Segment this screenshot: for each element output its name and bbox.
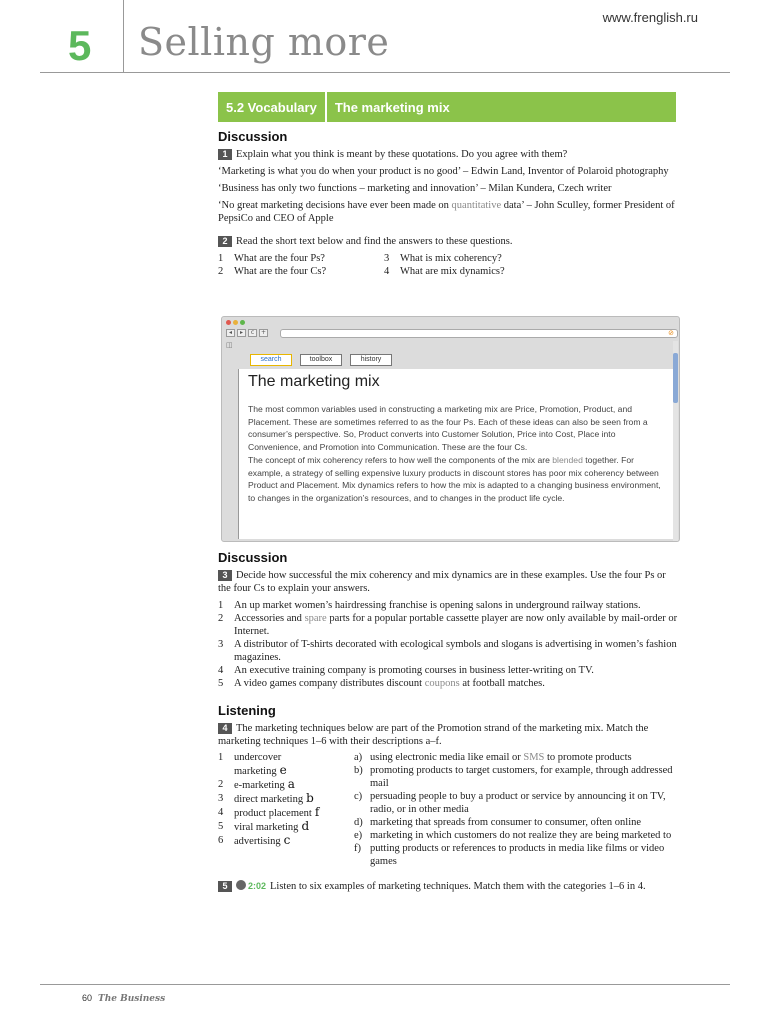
question-item: 3 What is mix coherency? (384, 253, 502, 264)
description-item: d) marketing that spreads from consumer to consumer, often online (354, 817, 642, 828)
list-item: 1 An up market women’s hairdressing franchise is opening salons in underground railway stations. (218, 600, 641, 611)
example-list (218, 599, 678, 690)
site-url: www.frenglish.ru (602, 10, 698, 25)
handwritten-answer: e (279, 763, 287, 777)
listening-heading: Listening (218, 703, 276, 718)
article-paragraph-2: The concept of mix coherency refers to how well the components of the mix are blended together. For example, a strategy of selling expensive luxury products in discount stores has poor mix coherency between Product and Placement. Mix dynamics refers to how the mix is adapted to a changing business environment, to changes in the organization’s resources, and to changes in the product life cycle. (248, 454, 661, 503)
add-tab-icon[interactable]: + (260, 329, 267, 336)
address-bar[interactable] (280, 329, 678, 338)
handwritten-answer: b (306, 791, 314, 805)
techniques-column (218, 751, 354, 868)
list-item: 5 A video games company distributes discount coupons at football matches. (218, 678, 545, 689)
list-item: 4 An executive training company is promoting courses in business letter-writing on TV. (218, 665, 594, 676)
audio-track[interactable]: 2:02 (248, 881, 267, 891)
exercise-2-badge: 2 (218, 236, 232, 247)
exercise-4-instruction: 4 The marketing techniques below are part of the Promotion strand of the marketing mix. Match the marketing techniques 1–6 with their descriptions a–f. (218, 723, 649, 747)
section-banner (218, 92, 676, 122)
minimize-icon[interactable] (233, 320, 238, 325)
glossary-term[interactable]: quantitative (451, 200, 502, 211)
technique-item: 5 viral marketing d (218, 819, 310, 833)
technique-item: 2 e-marketing a (218, 777, 295, 791)
section-tag: 5.2 Vocabulary (226, 99, 317, 115)
tab-history[interactable]: history (350, 354, 392, 366)
question-item: 4 What are mix dynamics? (384, 266, 505, 277)
forward-icon[interactable]: ▸ (237, 329, 246, 337)
exercise-2-instruction: 2 Read the short text below and find the answers to these questions. (218, 235, 678, 248)
glossary-term[interactable]: coupons (424, 678, 460, 689)
discussion-heading-2: Discussion (218, 550, 288, 565)
lower-content (218, 551, 678, 897)
description-item: c) persuading people to buy a product or service by announcing it on TV, radio, or in other media (354, 791, 666, 815)
browser-nav (226, 329, 268, 337)
exercise-5-badge: 5 (218, 881, 232, 892)
glossary-term[interactable]: blended (552, 454, 583, 465)
handwritten-answer: f (314, 805, 320, 819)
close-icon[interactable] (226, 320, 231, 325)
technique-item: 1 undercover marketing e (218, 752, 287, 777)
maximize-icon[interactable] (240, 320, 245, 325)
description-item: b) promoting products to target customers, for example, through addressed mail (354, 765, 673, 789)
technique-item: 4 product placement f (218, 805, 320, 819)
chapter-title: Selling more (138, 20, 390, 64)
exercise-3-badge: 3 (218, 570, 232, 581)
question-item: 2 What are the four Cs? (218, 266, 327, 277)
exercise-5-instruction: 5 2:02 Listen to six examples of marketing techniques. Match them with the categories 1–6 in 4. (218, 880, 678, 893)
tab-toolbox[interactable]: toolbox (300, 354, 342, 366)
stop-icon[interactable]: ⊘ (668, 329, 674, 337)
description-item: f) putting products or references to products in media like films or video games (354, 843, 665, 867)
glossary-term[interactable]: spare (304, 613, 327, 624)
upper-content (218, 130, 678, 278)
list-item: 3 A distributor of T-shirts decorated with ecological symbols and slogans is advertising in women’s fashion magazines. (218, 639, 677, 663)
bookmarks-icon[interactable]: ◫ (226, 341, 233, 349)
technique-item: 3 direct marketing b (218, 791, 314, 805)
descriptions-column (354, 751, 678, 868)
description-item: e) marketing in which customers do not realize they are being marketed to (354, 830, 672, 841)
article-paragraph-1: The most common variables used in constructing a marketing mix are Price, Promotion, Product, and Placement. These are sometimes referred to as the four Ps. Each of these ideas can also be seen from a consumer’s perspective. So, Product converts into Customer Solution, Price into Cost, Place into Convenience, and Promotion into Communication. These are the four Cs. (248, 404, 648, 453)
glossary-term[interactable]: SMS (523, 752, 545, 763)
scroll-thumb[interactable] (673, 353, 678, 403)
book-brand: The Business (98, 994, 166, 1004)
back-icon[interactable]: ◂ (226, 329, 235, 337)
scrollbar[interactable] (673, 341, 678, 541)
matching-exercise (218, 751, 678, 868)
footer (82, 993, 165, 1004)
browser-tabs (250, 354, 392, 366)
chapter-divider (123, 0, 124, 72)
tab-search[interactable]: search (250, 354, 292, 366)
header-rule (40, 72, 730, 73)
handwritten-answer: a (287, 777, 295, 791)
exercise-4-badge: 4 (218, 723, 232, 734)
audio-cd-icon[interactable] (236, 880, 246, 890)
article-title: The marketing mix (248, 373, 380, 390)
browser-window (221, 316, 680, 542)
window-controls (226, 320, 245, 325)
footer-rule (40, 984, 730, 985)
technique-item: 6 advertising c (218, 833, 291, 847)
quote-2: ‘Business has only two functions – marketing and innovation’ – Milan Kundera, Czech writer (218, 183, 612, 194)
question-item: 1 What are the four Ps? (218, 253, 325, 264)
browser-page (238, 369, 674, 539)
exercise-1-instruction: 1 Explain what you think is meant by these quotations. Do you agree with them? (218, 148, 678, 161)
discussion-heading-1: Discussion (218, 129, 288, 144)
list-item: 2 Accessories and spare parts for a popular portable cassette player are now only available by mail-order or Internet. (218, 613, 678, 637)
exercise-3-instruction: 3 Decide how successful the mix coherency and mix dynamics are in these examples. Use the four Ps or the four Cs to explain your answers. (218, 570, 666, 594)
page-number: 60 (82, 993, 93, 1003)
article-text (248, 403, 666, 505)
quote-1: ‘Marketing is what you do when your product is no good’ – Edwin Land, Inventor of Polaroid photography (218, 166, 669, 177)
question-grid (218, 252, 678, 278)
description-item: a) using electronic media like email or SMS to promote products (354, 752, 632, 763)
handwritten-answer: c (283, 833, 291, 847)
handwritten-answer: d (301, 819, 310, 833)
refresh-icon[interactable]: c (248, 329, 257, 337)
chapter-number: 5 (68, 22, 92, 69)
section-name: The marketing mix (334, 99, 450, 115)
exercise-1-badge: 1 (218, 149, 232, 160)
quote-3: ‘No great marketing decisions have ever been made on quantitative data’ – John Sculley, former President of PepsiCo and CEO of Apple (218, 200, 675, 224)
